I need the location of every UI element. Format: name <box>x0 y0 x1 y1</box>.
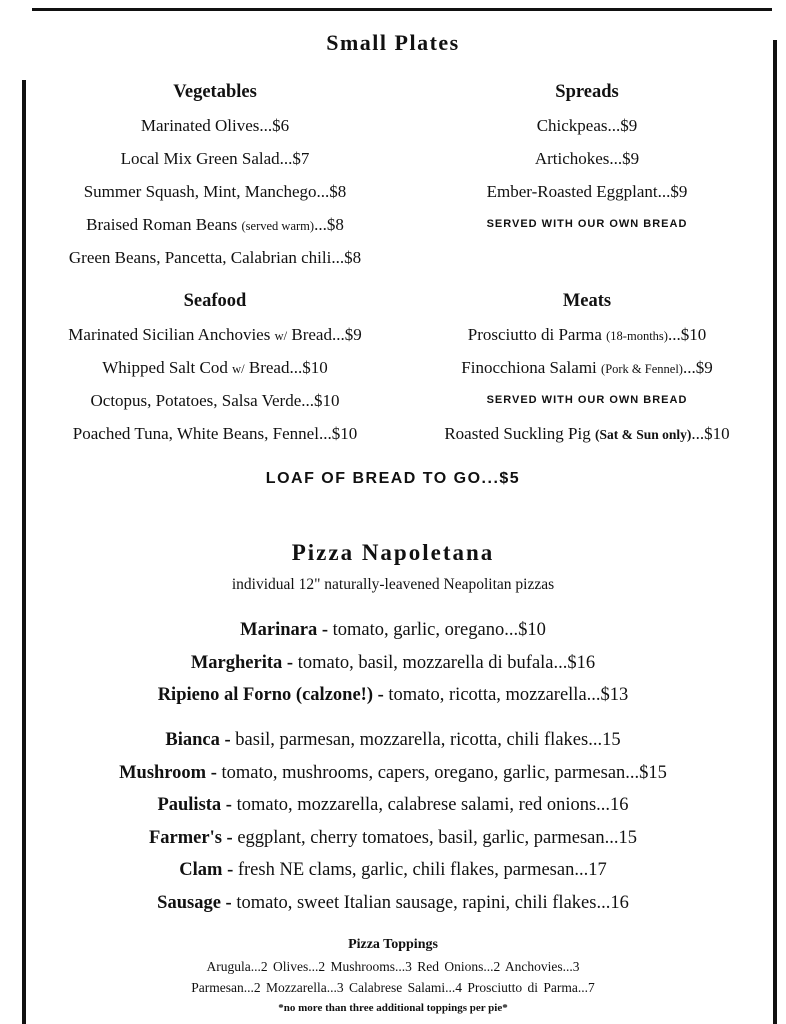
spreads-section <box>402 76 772 241</box>
toppings-note: *no more than three additional toppings per pie* <box>278 1002 508 1014</box>
pizza-item: Mushroom - tomato, mushrooms, capers, oregano, garlic, parmesan...$15 <box>119 762 667 783</box>
pizza-item: Clam - fresh NE clams, garlic, chili flakes, parmesan...17 <box>179 860 607 880</box>
menu-item: Prosciutto di Parma (18-months)...$10 <box>467 325 707 344</box>
vegetables-heading: Vegetables <box>173 82 257 102</box>
menu-item: Poached Tuna, White Beans, Fennel...$10 <box>72 424 358 443</box>
menu-item: Chickpeas...$9 <box>536 116 638 135</box>
menu-item: Artichokes...$9 <box>534 149 640 168</box>
menu-item: Whipped Salt Cod w/ Bread...$10 <box>102 358 328 377</box>
pizza-item: Bianca - basil, parmesan, mozzarella, ricotta, chili flakes...15 <box>165 730 621 750</box>
pizza-subtitle: individual 12" naturally-leavened Neapolitan pizzas <box>231 576 555 593</box>
pizza-item: Marinara - tomato, garlic, oregano...$10 <box>240 620 546 640</box>
vegetables-section <box>30 76 400 274</box>
pizza-list-classic <box>0 614 786 712</box>
menu-item: Roasted Suckling Pig (Sat & Sun only)...$10 <box>444 424 730 443</box>
pizza-title: Pizza Napoletana <box>291 540 495 565</box>
bread-to-go: LOAF OF BREAD TO GO...$5 <box>265 470 521 487</box>
pizza-item: Sausage - tomato, sweet Italian sausage, rapini, chili flakes...16 <box>157 892 629 913</box>
small-plates-title: Small Plates <box>326 30 460 55</box>
toppings-line: Arugula...2 Olives...2 Mushrooms...3 Red Onions...2 Anchovies...3 <box>206 959 580 974</box>
meats-section <box>402 285 772 450</box>
served-with-bread-note: SERVED WITH OUR OWN BREAD <box>486 218 688 230</box>
menu-item: Ember-Roasted Eggplant...$9 <box>486 182 688 201</box>
meats-heading: Meats <box>562 291 612 311</box>
menu-item: Summer Squash, Mint, Manchego...$8 <box>83 182 347 201</box>
seafood-section <box>30 285 400 450</box>
pizza-toppings <box>0 934 786 1018</box>
seafood-heading: Seafood <box>183 291 247 311</box>
served-with-bread-note: SERVED WITH OUR OWN BREAD <box>486 394 688 406</box>
pizza-item: Farmer's - eggplant, cherry tomatoes, basil, garlic, parmesan...15 <box>148 827 638 848</box>
pizza-item: Ripieno al Forno (calzone!) - tomato, ricotta, mozzarella...$13 <box>157 685 629 705</box>
pizza-item: Margherita - tomato, basil, mozzarella di bufala...$16 <box>190 652 596 673</box>
menu-item: Finocchiona Salami (Pork & Fennel)...$9 <box>461 358 713 377</box>
pizza-item: Paulista - tomato, mozzarella, calabrese salami, red onions...16 <box>157 795 629 815</box>
pizza-list-specialty <box>0 724 786 919</box>
menu-item: Green Beans, Pancetta, Calabrian chili...$8 <box>68 248 362 267</box>
toppings-line: Parmesan...2 Mozzarella...3 Calabrese Salami...4 Prosciutto di Parma...7 <box>191 980 595 995</box>
menu-item: Octopus, Potatoes, Salsa Verde...$10 <box>90 391 340 410</box>
top-border-rule <box>32 8 772 11</box>
menu-item: Local Mix Green Salad...$7 <box>120 149 310 168</box>
menu-item: Braised Roman Beans (served warm)...$8 <box>86 215 344 234</box>
menu-item: Marinated Olives...$6 <box>140 116 290 135</box>
menu-item: Marinated Sicilian Anchovies w/ Bread...$9 <box>68 325 362 344</box>
toppings-title: Pizza Toppings <box>348 937 438 952</box>
spreads-heading: Spreads <box>555 82 619 102</box>
